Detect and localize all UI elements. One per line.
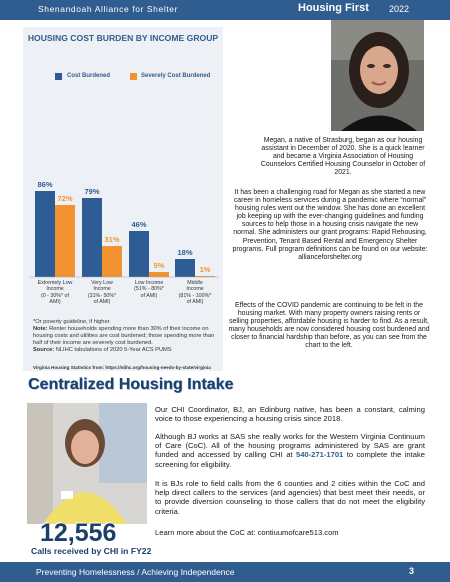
header-band: [0, 0, 450, 20]
calls-stat-value: 12,556: [40, 519, 117, 547]
x-tick-label-2: Very Low Income (31%- 50%* of AMI): [87, 280, 117, 306]
x-tick-label-4: Middle Income (81% - 100%* of AMI): [178, 280, 212, 306]
chart-note: [33, 319, 218, 354]
intake-paragraph-1: Our CHI Coordinator, BJ, an Edinburg native, has been a constant, calming voice to those experiencing a housing crisis since 2018.: [155, 405, 425, 424]
chart-note-body: [33, 326, 218, 347]
note-text: Renter households spending more than 30% of their income on housing costs and utilities are cost burdened; those spending more than half of their income are severely cost burdened.: [33, 325, 215, 346]
program-title: Housing First: [298, 2, 369, 14]
note-label: Note:: [33, 325, 48, 332]
article-paragraph-3: Effects of the COVID pandemic are continuing to be felt in the housing market. With many property owners raising rents or selling properties, affordable housing is harder to find. As a result, many households are now considered housing cost burdened and closer to financial hardship than before, as you can see from the chart to the left.: [228, 302, 430, 350]
article-paragraph-2: It has been a challenging road for Megan as she started a new career in homeless services during a pandemic where “normal” housing rules went out the window. She has done an excellent job keeping up with the ever-changing guidelines and funding sources to help those in a housing crisis navigate the new normal. She administers our grant programs: Rapid Rehousing, Prevention, Tenant Based Rental and Emergency Shelter programs. Full program definitions can be found on our website: allianceforshelter.org: [232, 189, 428, 261]
photo-bj: [27, 403, 147, 524]
legend-label-cost-burdened: Cost Burdened: [67, 73, 111, 79]
x-tick-label-3: Low Income (51% - 80%* of AMI): [134, 280, 164, 299]
statistics-credit: Virginia Housing Statistics from: https://nlihc.org/housing-needs-by-state/virginia: [33, 365, 211, 370]
intake-paragraph-2-end: to complete the intake screening for eligibility.: [155, 450, 425, 469]
bar-severely-cost-burdened-3: [149, 272, 169, 277]
intake-paragraph-2-start: Although BJ works at SAS she really works for the Western Virginia Continuum of Care (CoC). All of the housing programs administered by SAS are grant funded and accessed by calling CHI at: [155, 432, 425, 460]
article-paragraph-1: Megan, a native of Strasburg, began as our housing assistant in December of 2020. She is a quick learner and became a Virginia Association of Housing Counselors Certified Housing Counselor in October of 2021.: [260, 137, 426, 177]
bar-cost-burdened-1: [35, 191, 55, 277]
source-text: NLIHC tabulations of 2020 5-Year ACS PUMS: [55, 346, 172, 353]
data-label-severely-cost-burdened-1: 72%: [57, 194, 73, 203]
data-label-cost-burdened-3: 46%: [131, 220, 147, 229]
data-label-cost-burdened-4: 18%: [177, 248, 193, 257]
legend-label-severely-cost-burdened: Severely Cost Burdened: [141, 73, 211, 79]
chart-title: HOUSING COST BURDEN BY INCOME GROUP: [27, 33, 219, 43]
bar-severely-cost-burdened-1: [55, 205, 75, 277]
footer-band: [0, 562, 450, 582]
chi-phone-number: 540-271-1701: [295, 450, 344, 460]
calls-stat-label: Calls received by CHI in FY22: [31, 546, 152, 556]
source-label: Source:: [33, 346, 55, 353]
data-label-severely-cost-burdened-3: 5%: [153, 261, 165, 270]
bar-severely-cost-burdened-2: [102, 246, 122, 277]
bar-cost-burdened-2: [82, 198, 102, 277]
chart-footnote: *Or poverty guideline, if higher.: [33, 319, 111, 325]
chart-panel: [23, 27, 223, 371]
footer-tagline: Preventing Homelessness / Achieving Independence: [36, 567, 235, 577]
legend-swatch-cost-burdened: [55, 73, 62, 80]
data-label-severely-cost-burdened-2: 31%: [104, 235, 120, 244]
intake-paragraph-3: It is BJs role to field calls from the 6 counties and 2 cities within the CoC and help direct callers to the services (and agencies) that best meet their needs, or to provide diversion counseling to those callers that do not meet the eligibility criteria.: [155, 479, 425, 516]
intake-paragraph-4: Learn more about the CoC at: contiuumofcare513.com: [155, 528, 339, 537]
legend-swatch-severely-cost-burdened: [130, 73, 137, 80]
data-label-severely-cost-burdened-4: 1%: [199, 265, 211, 274]
bar-cost-burdened-3: [129, 231, 149, 277]
newsletter-year: 2022: [389, 4, 410, 14]
data-label-cost-burdened-1: 86%: [37, 180, 53, 189]
photo-megan: [331, 20, 424, 131]
page-number: 3: [409, 566, 415, 576]
chart-source: [33, 347, 218, 354]
intake-paragraph-2: [155, 432, 425, 469]
organization-name: Shenandoah Alliance for Shelter: [38, 4, 179, 14]
bar-chart: [23, 117, 223, 287]
x-tick-label-1: Extremely Low Income (0 - 30%* of AMI): [37, 280, 73, 306]
data-label-cost-burdened-2: 79%: [84, 187, 100, 196]
section-title: Centralized Housing Intake: [28, 376, 234, 393]
bar-cost-burdened-4: [175, 259, 195, 277]
